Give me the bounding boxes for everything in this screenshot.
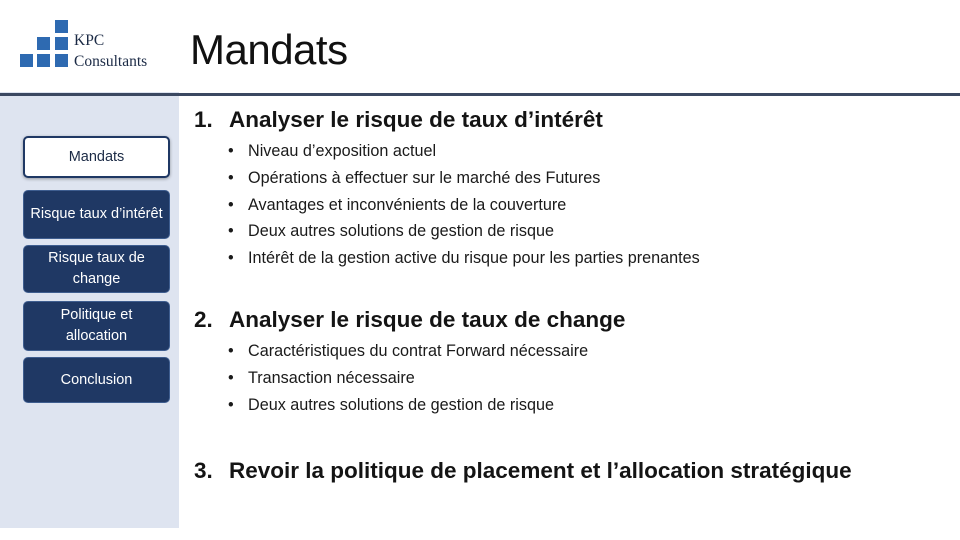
bullet-list bbox=[226, 338, 588, 418]
logo-square bbox=[37, 54, 50, 67]
nav-item-risque-taux-interet[interactable] bbox=[23, 190, 170, 239]
bullet-list bbox=[226, 138, 700, 272]
nav-item-politique-allocation[interactable] bbox=[23, 301, 170, 351]
logo-square bbox=[55, 37, 68, 50]
section-heading bbox=[194, 458, 852, 484]
section-heading bbox=[194, 307, 625, 333]
list-item: • Niveau d’exposition actuel bbox=[226, 138, 700, 165]
nav-item-conclusion[interactable] bbox=[23, 357, 170, 403]
logo-text-line1: KPC bbox=[74, 32, 105, 49]
nav-item-label: Conclusion bbox=[60, 371, 133, 388]
nav-item-mandats[interactable] bbox=[23, 136, 170, 178]
section-heading bbox=[194, 107, 603, 133]
list-item: • Caractéristiques du contrat Forward nécessaire bbox=[226, 338, 588, 365]
section-heading-text: Revoir la politique de placement et l’allocation stratégique bbox=[229, 458, 852, 483]
nav-item-risque-taux-change[interactable] bbox=[23, 245, 170, 293]
list-item: • Transaction nécessaire bbox=[226, 365, 588, 392]
nav-item-label: Risque taux d’intérêt bbox=[30, 206, 163, 222]
nav-item-label: Mandats bbox=[68, 148, 125, 165]
section-number: 1. bbox=[194, 107, 213, 132]
logo-square bbox=[20, 54, 33, 67]
header-divider bbox=[0, 93, 960, 96]
list-item: • Intérêt de la gestion active du risque pour les parties prenantes bbox=[226, 245, 700, 272]
nav-item-label: Politique et allocation bbox=[60, 307, 133, 344]
nav-item-label: Risque taux de change bbox=[48, 250, 145, 287]
logo bbox=[0, 0, 179, 92]
list-item: • Deux autres solutions de gestion de risque bbox=[226, 392, 588, 419]
logo-text bbox=[74, 30, 147, 72]
section-heading-text: Analyser le risque de taux de change bbox=[229, 307, 626, 332]
list-item: • Deux autres solutions de gestion de risque bbox=[226, 218, 700, 245]
section-heading-text: Analyser le risque de taux d’intérêt bbox=[229, 107, 603, 132]
logo-square bbox=[37, 37, 50, 50]
list-item: • Opérations à effectuer sur le marché des Futures bbox=[226, 165, 700, 192]
section-number: 3. bbox=[194, 458, 213, 483]
logo-text-line2: Consultants bbox=[74, 53, 148, 70]
logo-square bbox=[55, 20, 68, 33]
logo-square bbox=[55, 54, 68, 67]
section-number: 2. bbox=[194, 307, 213, 332]
list-item: • Avantages et inconvénients de la couverture bbox=[226, 192, 700, 219]
page-title: Mandats bbox=[190, 26, 348, 73]
